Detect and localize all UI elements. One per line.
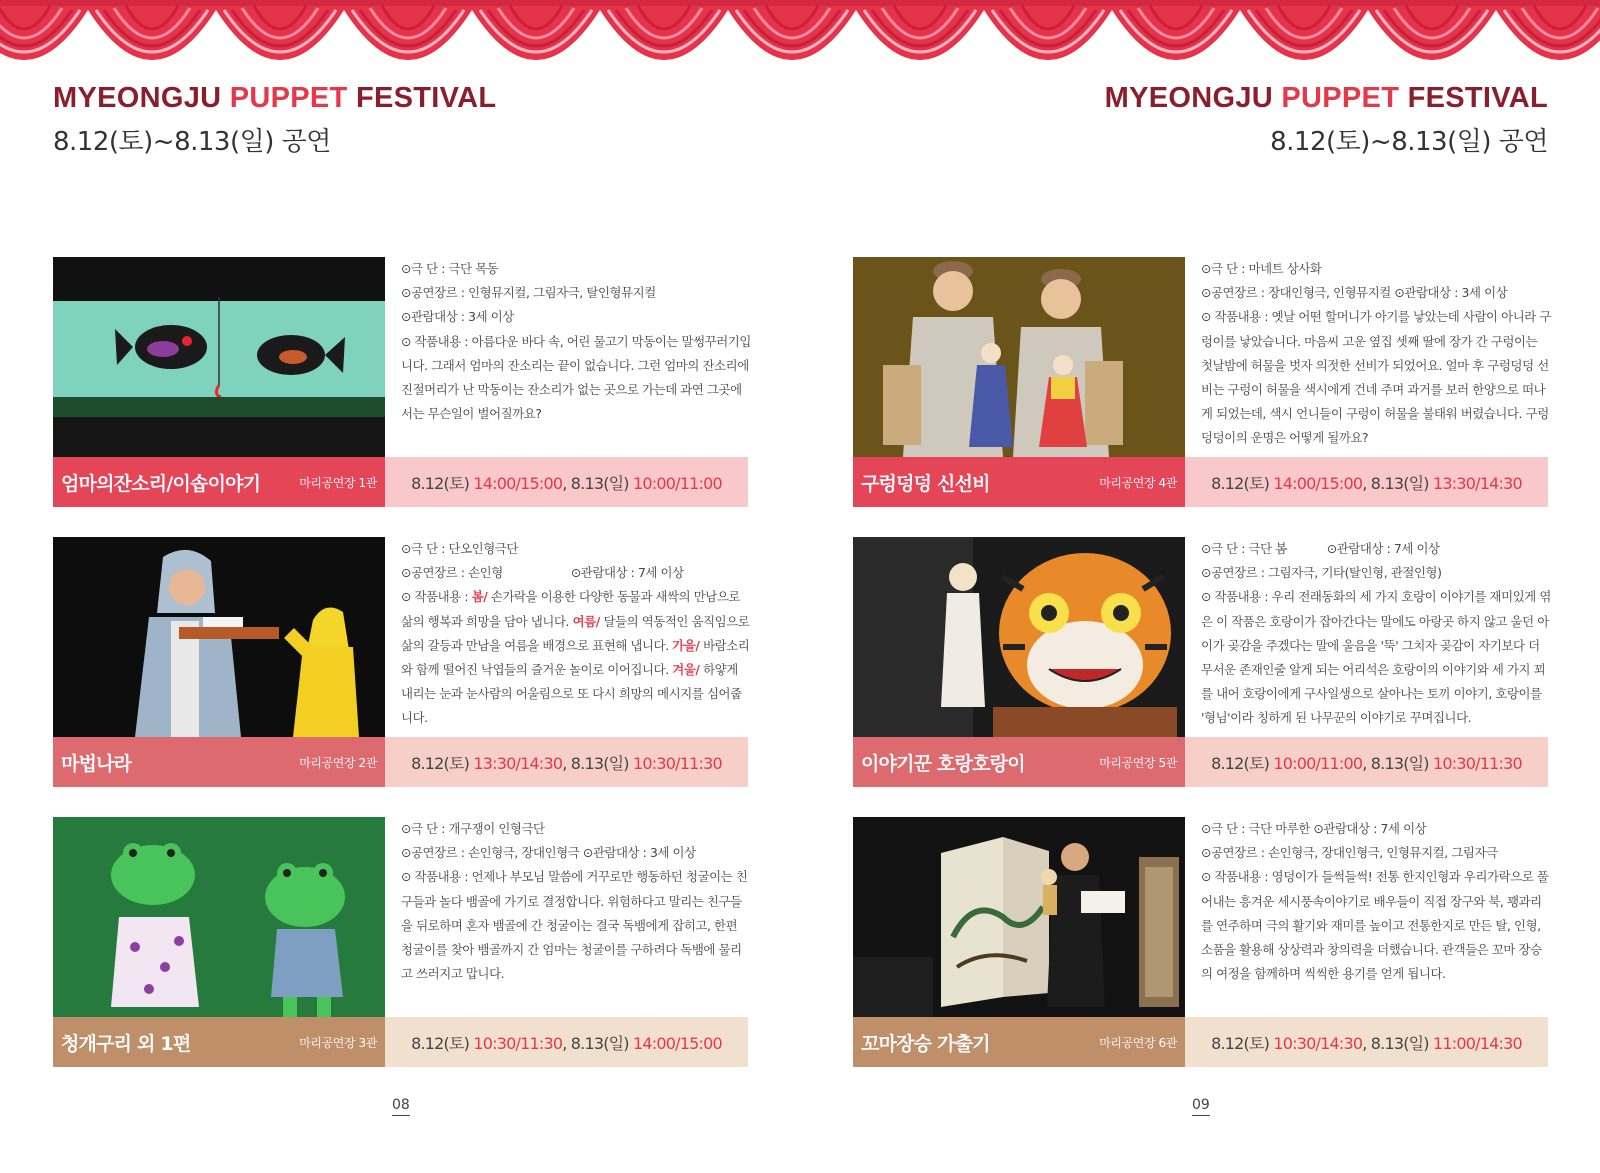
show-title-bar xyxy=(53,737,385,787)
show-title-bar xyxy=(53,457,385,507)
left-page-header xyxy=(53,82,496,158)
audience: ⊙관람대상 : 3세 이상 xyxy=(401,309,514,325)
show-times: 8.12(토) 10:30/11:30, 8.13(일) 14:00/15:00 xyxy=(411,1034,722,1053)
show-title-bar xyxy=(853,1017,1185,1067)
show-title-bar xyxy=(853,737,1185,787)
frog-puppets-image xyxy=(53,817,385,1017)
show-title: 마법나라 xyxy=(61,753,132,775)
genre: ⊙공연장르 : 그림자극, 기타(탈인형, 관절인형) xyxy=(1201,565,1442,581)
content: ⊙ 작품내용 : 옛날 어떤 할머니가 아기를 낳았는데 사람이 아니라 구렁이를 낳았습니다. 마음씨 고운 옆집 셋째 딸에 장가 간 구렁이는 첫날밤에 허물을 벗자 의젓한 선비가 되었어요. 얼마 후 구렁덩덩 선비는 구렁이 허물을 색시에게 건네 주며 과거를 보러 한양으로 떠나게 되었는데, 색시 언니들이 구렁이 허물을 불태워 버렸습니다. 구렁덩덩이의 운명은 어떻게 될까요? xyxy=(1201,309,1551,446)
genre-audience: ⊙공연장르 : 장대인형극, 인형뮤지컬 ⊙관람대상 : 3세 이상 xyxy=(1201,285,1508,301)
show-venue: 마리공연장 5관 xyxy=(1099,756,1177,770)
show-card xyxy=(53,817,748,1067)
shadow-puppet-fish-image xyxy=(53,257,385,457)
show-venue: 마리공연장 2관 xyxy=(299,756,377,770)
show-photo xyxy=(853,817,1185,1017)
show-title-bar xyxy=(53,1017,385,1067)
show-title: 이야기꾼 호랑호랑이 xyxy=(861,753,1025,775)
show-title: 꼬마장승 가출기 xyxy=(861,1033,990,1055)
troupe-audience: ⊙극 단 : 극단 봄 ⊙관람대상 : 7세 이상 xyxy=(1201,541,1440,556)
curtain-scallop-border xyxy=(0,0,1600,64)
content: ⊙ 작품내용 : 영덩이가 들썩들썩! 전통 한지인형과 우리가락으로 풀어내는 흥겨운 세시풍속이야기로 배우들이 직접 장구와 북, 꽹과리를 연주하며 극의 활기와 재미를 높이고 전통한지로 만든 탈, 인형, 소품을 활용해 상상력과 창의력을 더했습니다. 관객들은 꼬마 장승의 여정을 함께하며 씩씩한 용기를 얻게 됩니다. xyxy=(1201,869,1549,982)
show-title-bar xyxy=(853,457,1185,507)
show-info xyxy=(1201,257,1551,451)
show-photo xyxy=(53,817,385,1017)
show-card xyxy=(853,537,1551,787)
show-photo xyxy=(853,537,1185,737)
genre: ⊙공연장르 : 인형뮤지컬, 그림자극, 탈인형뮤지컬 xyxy=(401,285,656,301)
show-photo xyxy=(853,257,1185,457)
show-title: 구렁덩덩 신선비 xyxy=(861,473,990,495)
content: ⊙ 작품내용 : 아름다운 바다 속, 어린 물고기 막동이는 말썽꾸러기입니다. 그래서 엄마의 잔소리는 끝이 없습니다. 그런 엄마의 잔소리에 진절머리가 난 막동이는 잔소리가 없는 곳으로 가는데 과연 그곳에서는 무슨일이 벌어질까요? xyxy=(401,333,751,422)
show-time-bar xyxy=(385,1017,748,1067)
festival-date: 8.12(토)~8.13(일) 공연 xyxy=(1270,127,1548,157)
show-card xyxy=(53,537,748,787)
show-time-bar xyxy=(385,457,748,507)
tiger-puppet-image xyxy=(853,537,1185,737)
genre: ⊙공연장르 : 손인형극, 장대인형극, 인형뮤지컬, 그림자극 xyxy=(1201,845,1498,861)
show-photo xyxy=(53,257,385,457)
page-number-right: 09 xyxy=(1192,1097,1210,1116)
festival-date: 8.12(토)~8.13(일) 공연 xyxy=(53,127,331,157)
troupe-audience: ⊙극 단 : 극단 마루한 ⊙관람대상 : 7세 이상 xyxy=(1201,821,1427,836)
performer-with-folding-screen-image xyxy=(853,817,1185,1017)
show-venue: 마리공연장 3관 xyxy=(299,1036,377,1050)
right-page-header xyxy=(1105,82,1548,158)
show-card xyxy=(53,257,751,507)
show-info xyxy=(401,537,751,731)
show-info xyxy=(1201,537,1551,731)
show-venue: 마리공연장 6관 xyxy=(1099,1036,1177,1050)
show-info xyxy=(1201,817,1551,986)
show-times: 8.12(토) 14:00/15:00, 8.13(일) 13:30/14:30 xyxy=(1211,474,1522,493)
show-info xyxy=(401,257,751,426)
show-times: 8.12(토) 10:30/14:30, 8.13(일) 11:00/14:30 xyxy=(1211,1034,1522,1053)
show-title: 엄마의잔소리/이솝이야기 xyxy=(61,473,261,495)
show-times: 8.12(토) 14:00/15:00, 8.13(일) 10:00/11:00 xyxy=(411,474,722,493)
show-venue: 마리공연장 1관 xyxy=(299,476,377,490)
page-number-left: 08 xyxy=(392,1097,410,1116)
show-time-bar xyxy=(1185,1017,1548,1067)
troupe: ⊙극 단 : 마네트 상사화 xyxy=(1201,261,1322,276)
show-time-bar xyxy=(385,737,748,787)
show-card xyxy=(853,257,1551,507)
troupe: ⊙극 단 : 개구쟁이 인형극단 xyxy=(401,821,545,836)
show-times: 8.12(토) 13:30/14:30, 8.13(일) 10:30/11:30 xyxy=(411,754,722,773)
show-info xyxy=(401,817,751,986)
show-photo xyxy=(53,537,385,737)
show-time-bar xyxy=(1185,737,1548,787)
rod-puppet-performers-image xyxy=(853,257,1185,457)
content: ⊙ 작품내용 : 봄/ 손가락을 이용한 다양한 동물과 새싹의 만남으로 삶의 행복과 희망을 담아 냅니다. 여름/ 달들의 역동적인 움직임으로 삶의 갈등과 만남을 여름을 배경으로 표현해 냅니다. 가을/ 바람소리와 함께 떨어진 낙엽들의 즐거운 놀이로 이어집니다. 겨울/ 하얗게 내리는 눈과 눈사람의 어울림으로 또 다시 희망의 메시지를 심어줍니다. xyxy=(401,589,750,726)
troupe: ⊙극 단 : 극단 목동 xyxy=(401,261,499,276)
content: ⊙ 작품내용 : 우리 전래동화의 세 가지 호랑이 이야기를 재미있게 엮은 이 작품은 호랑이가 잡아간다는 말에도 아랑곳 하지 않고 울던 아이가 곶감을 주겠다는 말에 울음을 '뚝' 그치자 곶감이 자기보다 더 무서운 존재인줄 알게 되는 어리석은 호랑이의 이야기와 세 가지 꾀를 내어 호랑이에게 구사일생으로 살아나는 토끼 이야기, 호랑이를 '형님'이라 칭하게 된 나무꾼의 이야기로 꾸며집니다. xyxy=(1201,589,1551,726)
genre-audience: ⊙공연장르 : 손인형 ⊙관람대상 : 7세 이상 xyxy=(401,565,684,581)
show-venue: 마리공연장 4관 xyxy=(1099,476,1177,490)
festival-title: MYEONGJU PUPPET FESTIVAL xyxy=(1104,82,1548,114)
troupe: ⊙극 단 : 단오인형극단 xyxy=(401,541,518,556)
festival-title: MYEONGJU PUPPET FESTIVAL xyxy=(53,82,497,114)
show-time-bar xyxy=(1185,457,1548,507)
puppeteers-shark-costume-image xyxy=(53,537,385,737)
show-title: 청개구리 외 1편 xyxy=(61,1033,191,1055)
genre-audience: ⊙공연장르 : 손인형극, 장대인형극 ⊙관람대상 : 3세 이상 xyxy=(401,845,696,861)
show-times: 8.12(토) 10:00/11:00, 8.13(일) 10:30/11:30 xyxy=(1211,754,1522,773)
content: ⊙ 작품내용 : 언제나 부모님 말씀에 거꾸로만 행동하던 청굴이는 친구들과 놀다 뱀골에 가기로 결정합니다. 위험하다고 말리는 친구들을 뒤로하며 혼자 뱀골에 간 청굴이는 결국 독뱀에게 잡히고, 한편 청굴이를 찾아 뱀골까지 간 엄마는 청굴이를 구하려다 독뱀에 물리고 쓰러지고 맙니다. xyxy=(401,869,748,982)
show-card xyxy=(853,817,1548,1067)
